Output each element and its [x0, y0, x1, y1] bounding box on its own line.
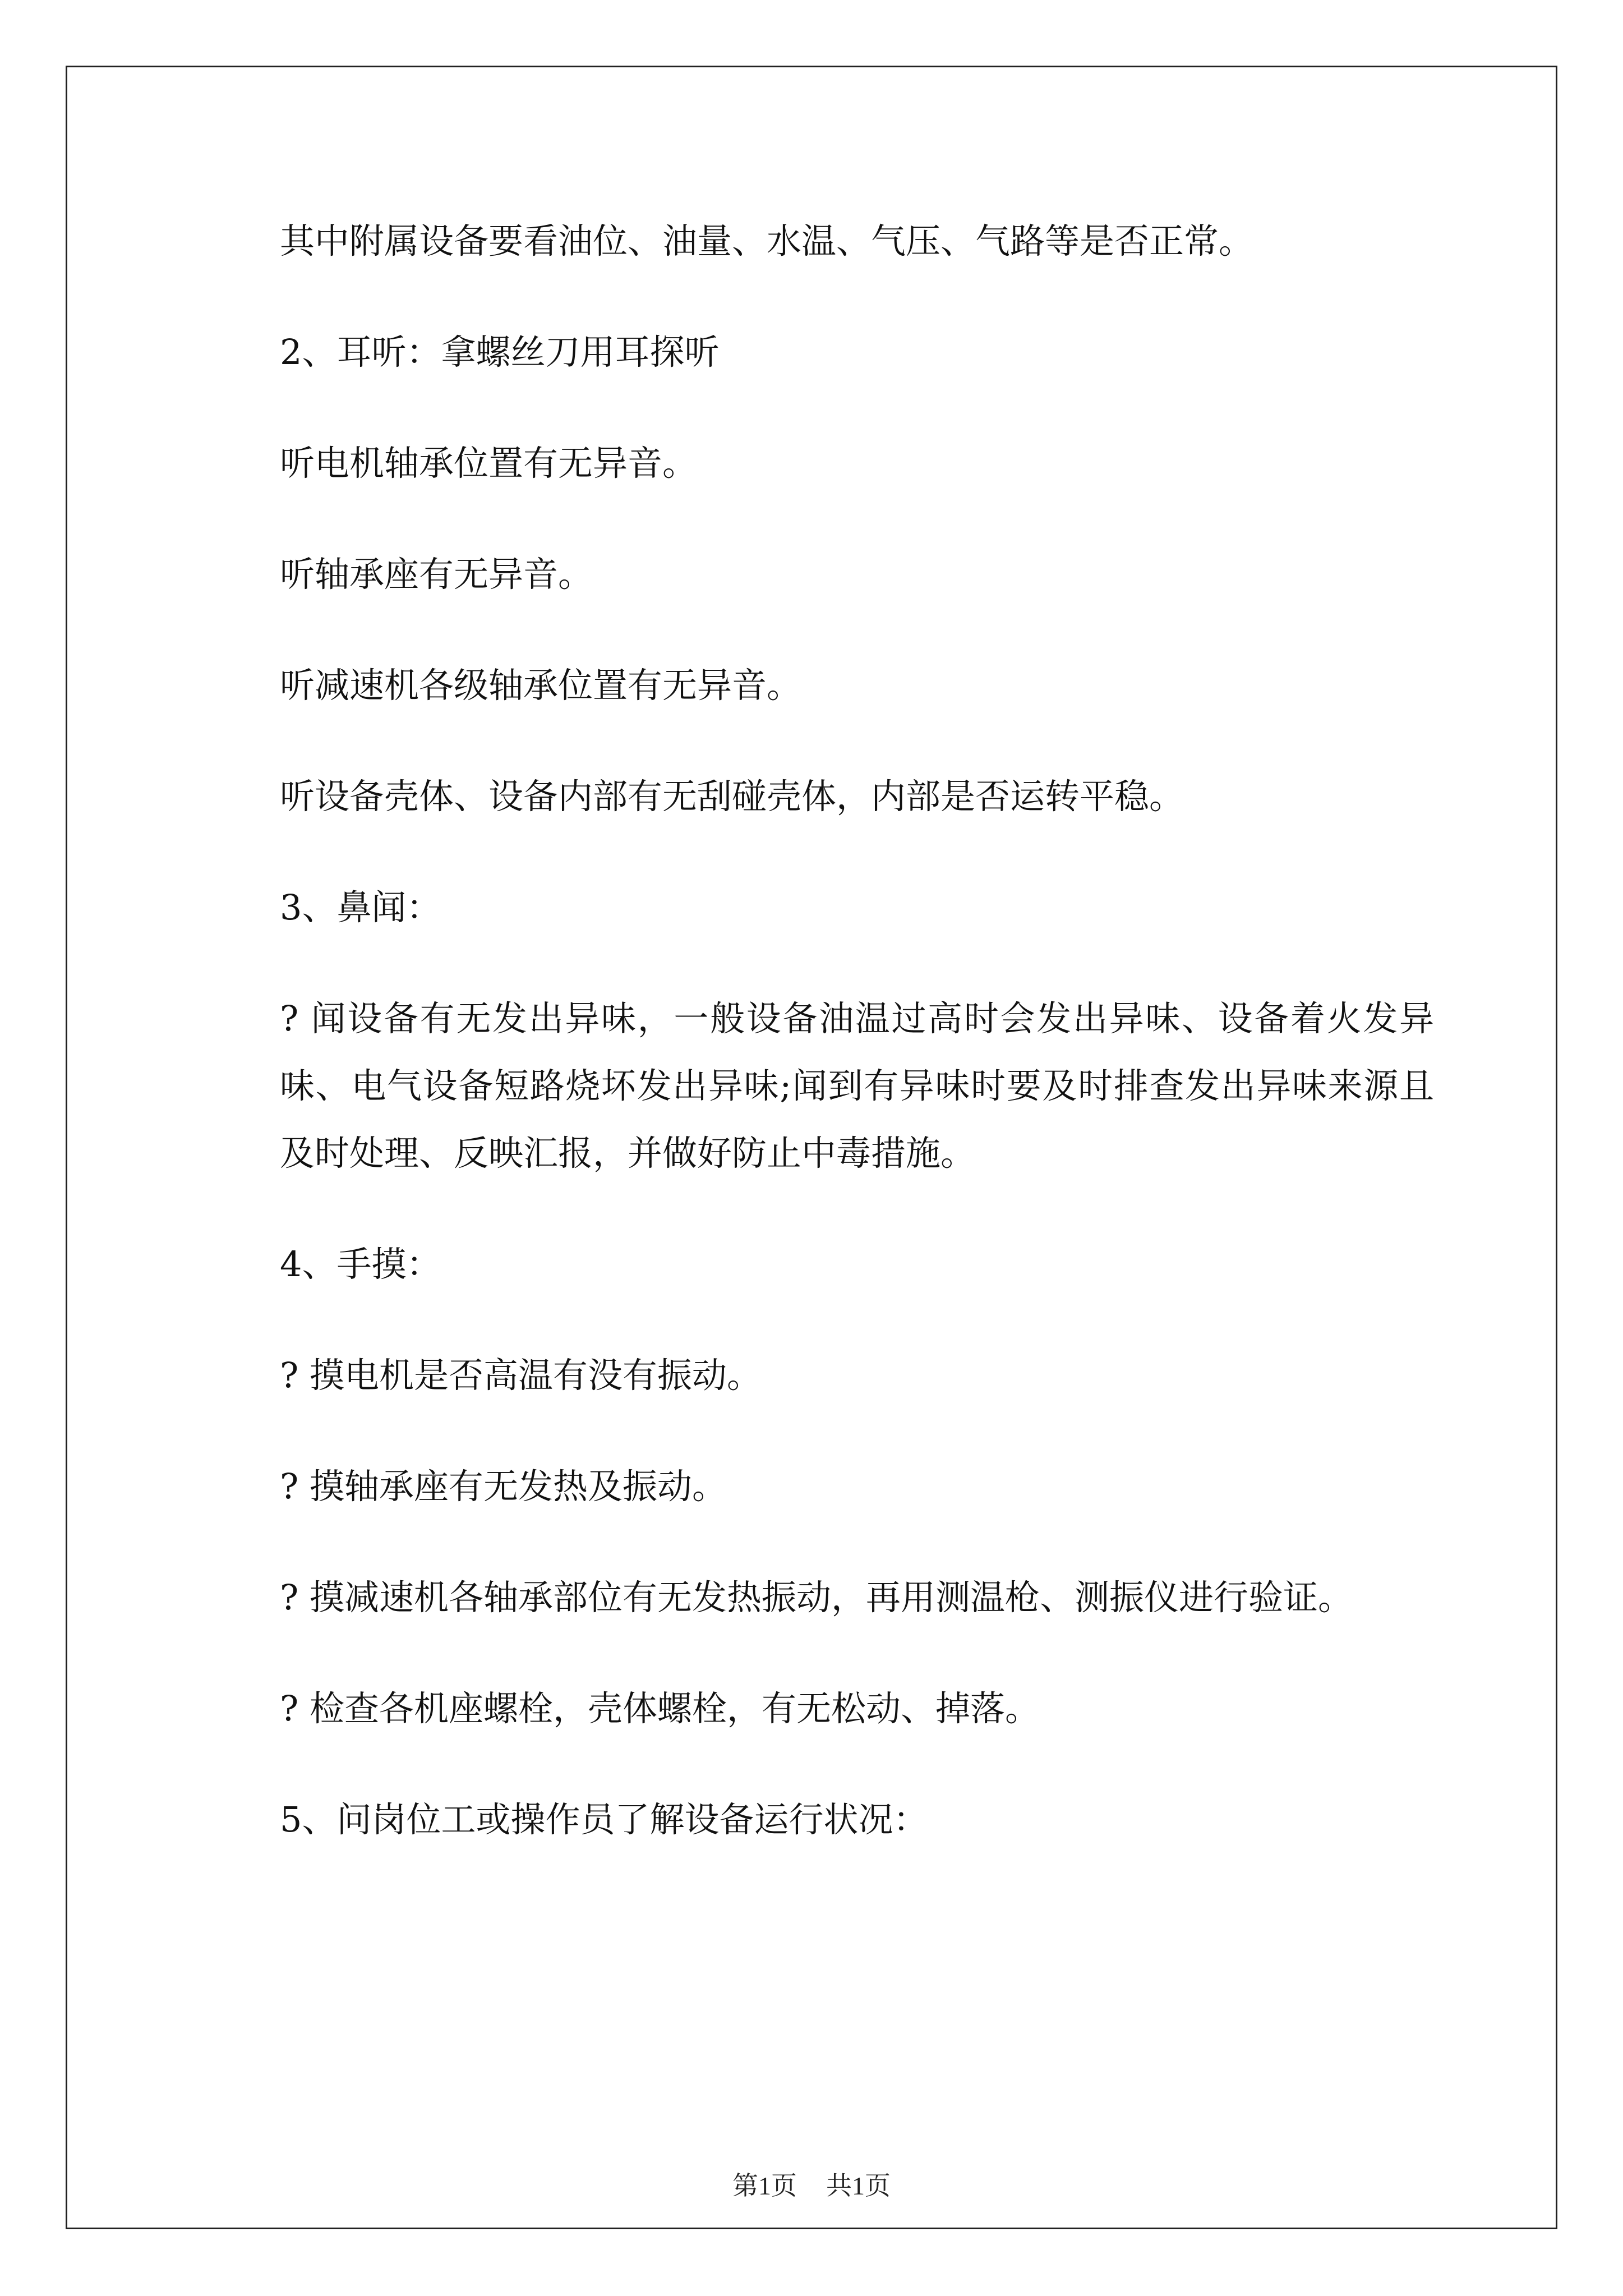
paragraph: 听电机轴承位置有无异音。 [280, 443, 698, 484]
paragraph: 其中附属设备要看油位、油量、水温、气压、气路等是否正常。 [280, 220, 1254, 261]
page-footer [0, 2165, 1623, 2202]
paragraph: 听设备壳体、设备内部有无刮碰壳体，内部是否运转平稳。 [280, 776, 1184, 817]
page-count: 共1页 [826, 2171, 891, 2200]
page-number: 第1页 [732, 2171, 797, 2200]
section-heading: 4、手摸： [280, 1244, 441, 1285]
paragraph: 听轴承座有无异音。 [280, 554, 593, 595]
document-body [200, 208, 1434, 1897]
paragraph: ? 闻设备有无发出异味，一般设备油温过高时会发出异味、设备着火发异味、电气设备短路烧坏发出异味;闻到有异味时要及时排查发出异味来源且及时处理、反映汇报，并做好防止中毒措施。 [280, 998, 1434, 1174]
list-item: ? 摸轴承座有无发热及振动。 [280, 1466, 727, 1507]
list-item: ? 检查各机座螺栓，壳体螺栓，有无松动、掉落。 [280, 1688, 1040, 1729]
list-item: ? 摸减速机各轴承部位有无发热振动，再用测温枪、测振仪进行验证。 [280, 1577, 1353, 1618]
paragraph: 听减速机各级轴承位置有无异音。 [280, 665, 802, 706]
section-heading: 5、问岗位工或操作员了解设备运行状况： [280, 1799, 928, 1840]
section-heading: 2、耳听：拿螺丝刀用耳探听 [280, 332, 720, 372]
section-heading: 3、鼻闻： [280, 887, 441, 928]
list-item: ? 摸电机是否高温有没有振动。 [280, 1355, 762, 1396]
